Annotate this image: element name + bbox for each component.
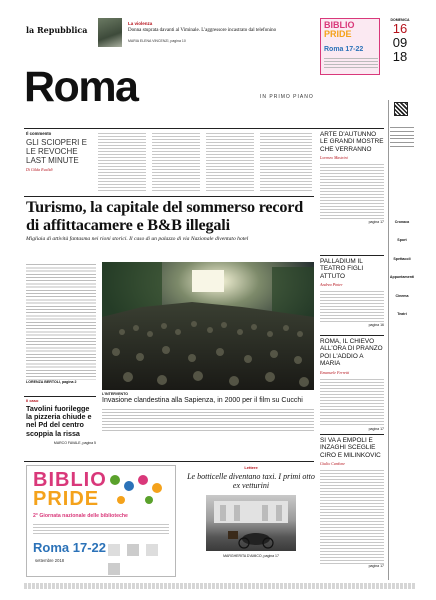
story-arte-body [320,162,384,220]
date-day: DOMENICA [390,18,410,22]
main-story-page: pagina 2 [61,380,77,384]
story-empoli-page: pagina 17 [368,564,384,569]
commento[interactable] [26,131,92,191]
story-roma-body [320,377,384,427]
story-palladium-page: pagina 16 [368,323,384,328]
date-d: 16 [392,21,408,36]
story-tavolini[interactable] [26,398,96,458]
index-item[interactable]: Appuntamenti [389,275,415,280]
index-list [388,220,416,330]
commento-body-columns [98,131,314,193]
story-botticelle[interactable] [186,465,316,577]
text-column [152,131,200,193]
story-roma-author: Emanuele Ferretti [320,369,350,375]
story-empoli[interactable] [320,437,384,579]
main-story-headline[interactable] [26,198,318,243]
main-story-subtitle: Migliaia di attività fantasma nei rioni storici. Il caso di un palazzo di via Nazionale diventato hotel [26,236,249,242]
photo-caption[interactable] [102,392,314,440]
story-empoli-body [320,468,384,564]
ad-dates: Roma 17-22 [33,540,106,555]
story-tavolini-kicker: Il caso [26,398,39,403]
teaser-kicker: La violenza [128,21,153,26]
text-column [260,131,312,193]
story-arte-author: Lorenzo Mastrini [320,155,348,161]
index-item[interactable]: Teatri [397,312,407,317]
rule-side-1 [320,255,384,256]
qr-icon [394,102,408,116]
story-arte[interactable] [320,131,384,251]
commento-author: Di Gilda Evalidi [26,167,53,172]
rule-left [24,396,96,397]
index-item[interactable]: Cinema [395,293,409,298]
footer-fineprint [24,583,416,589]
date-y: 18 [392,49,408,64]
commento-title: GLI SCIOPERI E LE REVOCHE LAST MINUTE [26,138,87,165]
photo-caption-tag: L'INTERVENTO [102,392,129,396]
teaser-text: Donna stuprata davanti al Viminale. L'aggressore incastrato dal telefonino [128,28,277,33]
promo-biblio-top[interactable] [320,18,380,75]
story-palladium-author: Andrea Pinter [320,282,343,288]
commento-kicker: Il commento [26,131,52,136]
photo-caption-title: Invasione clandestina alla Sapienza, in 2000 per il film su Cucchi [102,397,303,404]
main-photo [102,262,314,390]
in-primo-piano: IN PRIMO PIANO [260,94,314,100]
index-item[interactable]: Spettacoli [393,256,411,261]
index-sidebar [388,100,416,580]
date-m: 09 [392,35,408,50]
ad-title2: PRIDE [33,488,100,510]
ad-logos [107,542,169,568]
teaser-byline: MARIA ELENA VINCENZI, pagina 10 [128,39,186,43]
story-roma-chievo[interactable] [320,338,384,430]
section-title: Roma [24,63,138,111]
index-divider [388,100,389,580]
ad-fineprint [33,522,169,536]
main-story-body: LORENZA BERTOLI, pagina 2 [26,262,96,392]
ad-line: 2° Giornata nazionale delle biblioteche [33,513,128,519]
ad-biblio-pride[interactable] [26,465,176,577]
story-botticelle-kicker: Lettere [244,465,258,470]
story-arte-page: pagina 17 [368,220,384,225]
paper-name: la Repubblica [26,25,88,35]
story-roma-page: pagina 17 [368,426,384,431]
story-arte-title: ARTE D'AUTUNNO LE GRANDI MOSTRE CHE VERRANNO [320,131,384,153]
promo-fineprint [324,56,378,74]
rule-bottom [24,461,314,462]
index-item[interactable]: Cronaca [394,220,410,224]
story-roma-title: ROMA, IL CHIEVO ALL'ORA DI PRANZO POI L'ADDIO A MARIA [320,338,383,368]
rule-main [24,196,314,197]
teaser-photo [98,18,122,47]
rule-side-2 [320,335,384,336]
story-empoli-title: SI VA A EMPOLI E INZAGHI SCEGLIE CIRO E MILINKOVIC [320,437,381,459]
ad-title1: BIBLIO [33,469,107,491]
main-story-byline: LORENZA BERTOLI [26,380,60,384]
date-block [385,18,415,78]
rule-side-3 [320,434,384,435]
ad-dots [107,472,169,508]
story-botticelle-photo [206,495,296,551]
story-tavolini-title: Tavolini fuorilegge la pizzeria chiude e nel Pd del centro scoppia la rissa [26,404,92,438]
story-empoli-author: Giulio Cardone [320,461,346,467]
promo-subtitle: Roma 17-22 [324,46,364,53]
story-palladium-body [320,289,384,323]
text-column [98,131,146,193]
promo-title2: PRIDE [324,29,352,39]
ad-month: settembre 2018 [35,558,65,563]
story-palladium-title: PALLADIUM IL TEATRO FIGLI ATTUTO [320,258,364,280]
photo-caption-body [102,407,314,431]
main-story-title: Turismo, la capitale del sommerso record di affittacamere e B&B illegali [26,198,304,234]
story-palladium[interactable] [320,258,384,330]
rule-top [24,128,384,129]
text-column [206,131,254,193]
story-tavolini-byline: MARCO FAVALE, pagina 5 [53,440,96,445]
story-botticelle-title: Le botticelle diventano taxi. I primi otto ex vetturini [187,472,315,491]
story-botticelle-byline: MARGHERITA D'AMICO, pagina 17 [223,553,279,558]
promo-title1: BIBLIO [324,20,355,30]
main-photo-svg [102,262,314,390]
index-item[interactable]: Sport [397,238,407,243]
